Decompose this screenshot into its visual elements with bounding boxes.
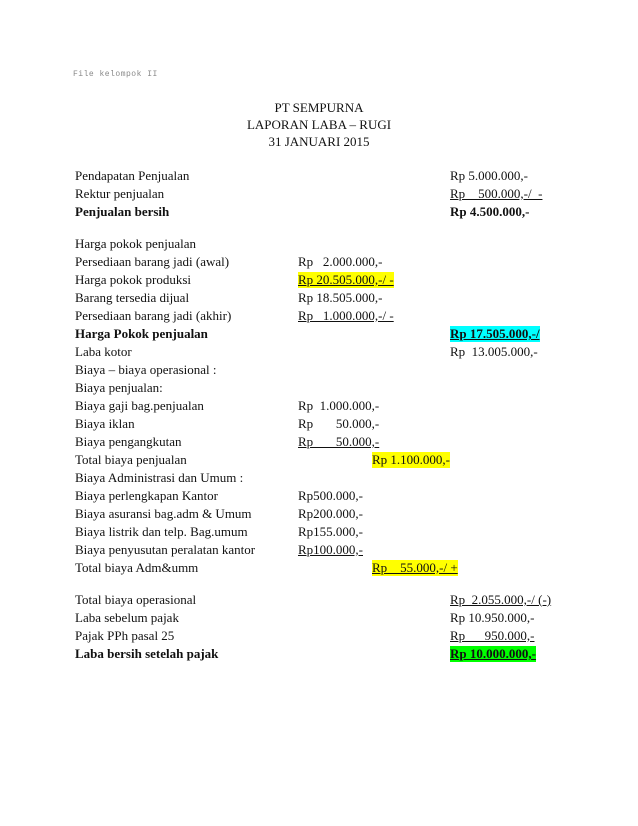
row-harga-pokok-penjualan bbox=[0, 326, 638, 342]
row-label: Pajak PPh pasal 25 bbox=[75, 628, 175, 643]
amount: Rp 2.055.000,-/ (-) bbox=[450, 592, 552, 607]
row-label: Total biaya penjualan bbox=[75, 452, 187, 467]
company-name: PT SEMPURNA bbox=[274, 100, 364, 115]
row-biaya-gaji bbox=[0, 398, 638, 414]
row-label: Biaya – biaya operasional : bbox=[75, 362, 217, 377]
row-biaya-adm-heading bbox=[0, 470, 638, 486]
row-label: Harga pokok penjualan bbox=[75, 236, 197, 251]
amount: Rp 4.500.000,- bbox=[450, 204, 530, 219]
row-barang-tersedia-dijual bbox=[0, 290, 638, 306]
amount: Rp 50.000,- bbox=[298, 434, 380, 449]
row-label: Persediaan barang jadi (awal) bbox=[75, 254, 230, 269]
row-label: Biaya listrik dan telp. Bag.umum bbox=[75, 524, 248, 539]
report-title: LAPORAN LABA – RUGI bbox=[246, 117, 392, 132]
amount: Rp155.000,- bbox=[298, 524, 363, 539]
row-biaya-iklan bbox=[0, 416, 638, 432]
row-label: Laba bersih setelah pajak bbox=[75, 646, 219, 661]
amount: Rp 18.505.000,- bbox=[298, 290, 383, 305]
amount: Rp 20.505.000,-/ - bbox=[298, 272, 394, 287]
row-label: Harga Pokok penjualan bbox=[75, 326, 208, 341]
row-biaya-listrik bbox=[0, 524, 638, 540]
amount: Rp 500.000,-/ - bbox=[450, 186, 543, 201]
row-label: Persediaan barang jadi (akhir) bbox=[75, 308, 232, 323]
file-note: File kelompok II bbox=[73, 70, 158, 79]
amount: Rp 17.505.000,-/ bbox=[450, 326, 540, 341]
row-total-biaya-adm bbox=[0, 560, 638, 576]
row-label: Biaya penjualan: bbox=[75, 380, 163, 395]
row-persediaan-akhir bbox=[0, 308, 638, 324]
row-biaya-penjualan-heading bbox=[0, 380, 638, 396]
row-label: Laba kotor bbox=[75, 344, 132, 359]
amount: Rp 1.000.000,- bbox=[298, 398, 380, 413]
row-biaya-penyusutan bbox=[0, 542, 638, 558]
amount: Rp100.000,- bbox=[298, 542, 363, 557]
amount: Rp 13.005.000,- bbox=[450, 344, 538, 359]
amount: Rp500.000,- bbox=[298, 488, 363, 503]
row-label: Biaya asuransi bag.adm & Umum bbox=[75, 506, 252, 521]
row-pajak-pph bbox=[0, 628, 638, 644]
row-label: Biaya pengangkutan bbox=[75, 434, 182, 449]
row-label: Biaya iklan bbox=[75, 416, 135, 431]
amount: Rp 10.950.000,- bbox=[450, 610, 535, 625]
row-label: Rektur penjualan bbox=[75, 186, 165, 201]
row-total-biaya-operasional bbox=[0, 592, 638, 608]
report-date: 31 JANUARI 2015 bbox=[268, 134, 370, 149]
row-laba-kotor bbox=[0, 344, 638, 360]
row-penjualan-bersih bbox=[0, 204, 638, 220]
amount: Rp 10.000.000,- bbox=[450, 646, 536, 661]
amount: Rp 5.000.000,- bbox=[450, 168, 528, 183]
row-label: Laba sebelum pajak bbox=[75, 610, 179, 625]
row-rektur-penjualan bbox=[0, 186, 638, 202]
row-biaya-operasional-heading bbox=[0, 362, 638, 378]
row-label: Total biaya operasional bbox=[75, 592, 197, 607]
amount: Rp 1.100.000,- bbox=[372, 452, 450, 467]
amount: Rp 950.000,- bbox=[450, 628, 535, 643]
row-label: Biaya gaji bag.penjualan bbox=[75, 398, 204, 413]
amount: Rp200.000,- bbox=[298, 506, 363, 521]
row-laba-sebelum-pajak bbox=[0, 610, 638, 626]
row-total-biaya-penjualan bbox=[0, 452, 638, 468]
row-harga-pokok-produksi bbox=[0, 272, 638, 288]
row-harga-pokok-penjualan-heading bbox=[0, 236, 638, 252]
amount: Rp 55.000,-/ + bbox=[372, 560, 458, 575]
row-biaya-asuransi bbox=[0, 506, 638, 522]
amount: Rp 50.000,- bbox=[298, 416, 380, 431]
row-label: Barang tersedia dijual bbox=[75, 290, 190, 305]
row-label: Harga pokok produksi bbox=[75, 272, 192, 287]
amount: Rp 2.000.000,- bbox=[298, 254, 383, 269]
row-label: Biaya penyusutan peralatan kantor bbox=[75, 542, 256, 557]
row-label: Pendapatan Penjualan bbox=[75, 168, 190, 183]
row-label: Biaya perlengkapan Kantor bbox=[75, 488, 218, 503]
row-laba-bersih bbox=[0, 646, 638, 662]
row-label: Biaya Administrasi dan Umum : bbox=[75, 470, 244, 485]
row-pendapatan-penjualan bbox=[0, 168, 638, 184]
row-label: Penjualan bersih bbox=[75, 204, 170, 219]
row-persediaan-awal bbox=[0, 254, 638, 270]
row-label: Total biaya Adm&umm bbox=[75, 560, 199, 575]
row-biaya-perlengkapan bbox=[0, 488, 638, 504]
amount: Rp 1.000.000,-/ - bbox=[298, 308, 394, 323]
row-biaya-pengangkutan bbox=[0, 434, 638, 450]
